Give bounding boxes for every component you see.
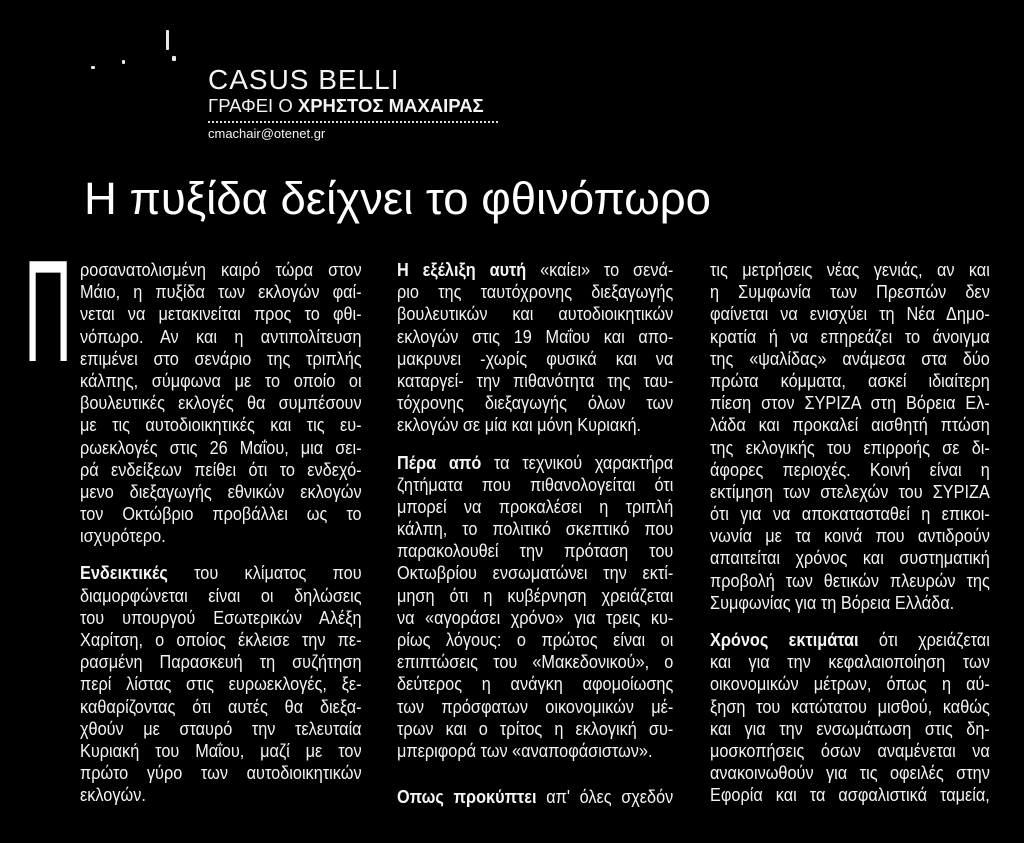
article-line: με τις αυτοδιοικητικές και τις ευ- xyxy=(80,414,362,436)
article-line: Χαρίτση, ο οποίος έκλεισε την πε- xyxy=(80,629,362,650)
article-line: καθαρίζοντας ότι αυτές θα διεξα- xyxy=(80,695,362,717)
article-line: λάδα και προκαλεί αισθητή πτώση xyxy=(710,414,990,436)
article-line-text: τα τεχνικού χαρακτήρα xyxy=(493,451,674,473)
paragraph xyxy=(397,786,673,808)
drop-cap: Π xyxy=(24,230,73,392)
article-line: των πρόσφατων οικονομικών μέ- xyxy=(397,695,674,717)
article-line: ρωεκλογές στις 26 Μαΐου, μια σει- xyxy=(80,436,362,458)
article-line-text: «καίει» το σενά- xyxy=(540,259,674,280)
article-line: Οκτωβρίου ενσωματώνει την εκτί- xyxy=(397,562,674,584)
article-line: ξηση του κατώτατου μισθού, καθώς xyxy=(710,695,990,717)
paragraph xyxy=(80,562,362,806)
article-line: βουλευτικών και αυτοδιοικητικών xyxy=(397,303,674,325)
byline-prefix: ΓΡΑΦΕΙ Ο xyxy=(208,95,293,116)
article-line: τον Οκτώβριο προβάλλει ως το xyxy=(80,503,362,525)
article-column-3 xyxy=(710,259,990,807)
paragraph-lead-in: Η εξέλιξη αυτή xyxy=(397,259,527,280)
author-name: ΧΡΗΣΤΟΣ ΜΑΧΑΙΡΑΣ xyxy=(297,95,484,116)
article-line: μακρυνει -χωρίς φυσικά και να xyxy=(397,347,674,369)
article-line: Εφορία και τα ασφαλιστικά ταμεία, xyxy=(710,784,990,806)
article-line: η Συμφωνία των Πρεσπών δεν xyxy=(710,281,990,303)
paragraph xyxy=(710,629,990,807)
article-line-text: απ' όλες σχεδόν xyxy=(546,786,674,808)
article-line: της εκλογικής του επιρροής σε δι- xyxy=(710,436,990,458)
article-line: εκλογών. xyxy=(80,784,146,806)
paragraph-lead-in: Χρόνος εκτιμάται xyxy=(710,629,859,650)
article-line-text: του κλίματος που xyxy=(194,562,362,584)
paragraph-lead-in: Ενδεικτικές xyxy=(80,562,168,584)
article-line-text: ότι χρειάζεται xyxy=(878,629,990,650)
article-line: κάλπης, σύμφωνα με το οποίο οι xyxy=(80,369,362,391)
article-line: μηση ότι η κυβέρνηση χρειάζεται xyxy=(397,584,674,606)
article-line xyxy=(710,629,990,651)
article-line: και για την κεφαλαιοποίηση των xyxy=(710,651,990,673)
article-line: μπεριφορά των «αναποφάσιστων». xyxy=(397,739,653,761)
article-line xyxy=(397,452,673,474)
article-line: παρακολουθεί την πρόταση του xyxy=(397,540,674,562)
article-line: Κυριακή του Μαΐου, μαζί με τον xyxy=(80,739,362,761)
article-line: Μάιο, η πυξίδα των εκλογών φαί- xyxy=(80,281,362,303)
byline xyxy=(208,97,484,116)
column-name: CASUS BELLI xyxy=(208,64,400,95)
article-line: εκλογών στις 19 Μαΐου και απο- xyxy=(397,325,674,347)
scan-speck xyxy=(172,56,176,61)
article-line: μπορεί να προκαλέσει η τριπλή xyxy=(397,495,674,517)
article-line: ριο της ταυτόχρονης διεξαγωγής xyxy=(397,281,674,303)
article-line xyxy=(397,786,673,808)
article-line: επιπτώσεις του «Μακεδονικού», ο xyxy=(397,651,674,673)
article-line: φαίνεται να ενισχύει τη Νέα Δημο- xyxy=(710,303,990,325)
article-line: περί λίστας στις ευρωεκλογές, ξε- xyxy=(80,673,362,695)
article-line: καταργεί- την πιθανότητα της ταυ- xyxy=(397,369,674,391)
article-line: κρατία ή να επηρεάζει το άνοιγμα xyxy=(710,325,990,347)
article-line xyxy=(80,562,362,584)
article-line: εκτίμηση των στελεχών του ΣΥΡΙΖΑ xyxy=(710,480,990,502)
article-line: πίεση στον ΣΥΡΙΖΑ στη Βόρεια Ελ- xyxy=(710,392,990,414)
article-line: ισχυρότερο. xyxy=(80,525,166,547)
article-line: τις μετρήσεις νέας γενιάς, αν και xyxy=(710,259,990,280)
article-line: ρίως λόγους: ο πρώτος είναι οι xyxy=(397,629,674,650)
paragraph xyxy=(710,259,990,614)
article-line: επιμένει στο σενάριο της τριπλής xyxy=(80,347,362,369)
article-line: χθούν με σταυρό την τελευταία xyxy=(80,717,362,739)
article-line: κάλπη, το πολιτικό σκεπτικό που xyxy=(397,518,674,540)
author-email: cmachair@otenet.gr xyxy=(208,126,326,141)
article-line: μοσκοπήσεις όσων αναμένεται να xyxy=(710,739,990,761)
article-line: άφορες περιοχές. Κοινή είναι η xyxy=(710,458,990,480)
paragraph xyxy=(80,259,362,547)
scan-speck xyxy=(91,66,95,69)
article-line: τόχρονης διεξαγωγής όλων των xyxy=(397,392,674,414)
article-line xyxy=(397,259,673,281)
article-line: ζητήματα που πιθανολογείται ότι xyxy=(397,473,674,495)
paragraph-lead-in: Πέρα από xyxy=(397,451,482,473)
article-line: διαμορφώνεται είναι οι δηλώσεις xyxy=(80,584,362,606)
article-line: του υπουργού Εσωτερικών Αλέξη xyxy=(80,606,362,628)
dotted-divider xyxy=(208,121,498,123)
article-column-1 xyxy=(80,259,362,807)
article-line: ότι για να αποκατασταθεί η επικοι- xyxy=(710,503,990,525)
article-line: βουλευτικές εκλογές θα συμπέσουν xyxy=(80,392,362,414)
scan-speck xyxy=(122,60,125,64)
article-line: δεύτερος η ανάγκη αφομοίωσης xyxy=(397,673,674,695)
article-line: οικονομικών μέτρων, όπως η αύ- xyxy=(710,673,990,695)
article-line: πρώτα κόμματα, ασκεί ιδιαίτερη xyxy=(710,369,990,391)
article-line: της «ψαλίδας» ανάμεσα στα δύο xyxy=(710,347,990,369)
article-line: ρασμένη Παρασκευή τη συζήτηση xyxy=(80,651,362,673)
article-column-2 xyxy=(397,259,673,808)
article-line: ανακοινωθούν για τις οφειλές στην xyxy=(710,762,990,784)
article-line: ροσανατολισμένη καιρό τώρα στον xyxy=(80,259,362,280)
article-line: νεται να μετακινείται προς το φθι- xyxy=(80,303,362,325)
paragraph xyxy=(397,259,673,437)
article-line: Συμφωνίας για τη Βόρεια Ελλάδα. xyxy=(710,591,955,613)
article-line: εκλογών σε μία και μόνη Κυριακή. xyxy=(397,414,642,436)
article-line: πρώτο γύρο των αυτοδιοικητικών xyxy=(80,762,362,784)
paragraph-lead-in: Οπως προκύπτει xyxy=(397,786,537,808)
article-line: νόπωρο. Αν και η αντιπολίτευση xyxy=(80,325,362,347)
scan-speck xyxy=(166,30,169,50)
article-line: ρά ενδείξεων πείθει ότι το ενδεχό- xyxy=(80,458,362,480)
article-line: και για την ενσωμάτωση στις δη- xyxy=(710,717,990,739)
article-line: τρων και ο τρίτος η εκλογική συ- xyxy=(397,717,674,739)
article-title: Η πυξίδα δείχνει το φθινόπωρο xyxy=(84,173,711,224)
paragraph xyxy=(397,452,673,763)
article-line: μενο διεξαγωγής εθνικών εκλογών xyxy=(80,480,362,502)
article-line: νωνία με τα κοινά που αντιδρούν xyxy=(710,525,990,547)
article-line: προβολή των θετικών πλευρών της xyxy=(710,569,990,591)
article-line: να «αγοράσει χρόνο» για τρεις κυ- xyxy=(397,606,674,628)
article-line: απαιτείται χρόνος και συστηματική xyxy=(710,547,990,569)
